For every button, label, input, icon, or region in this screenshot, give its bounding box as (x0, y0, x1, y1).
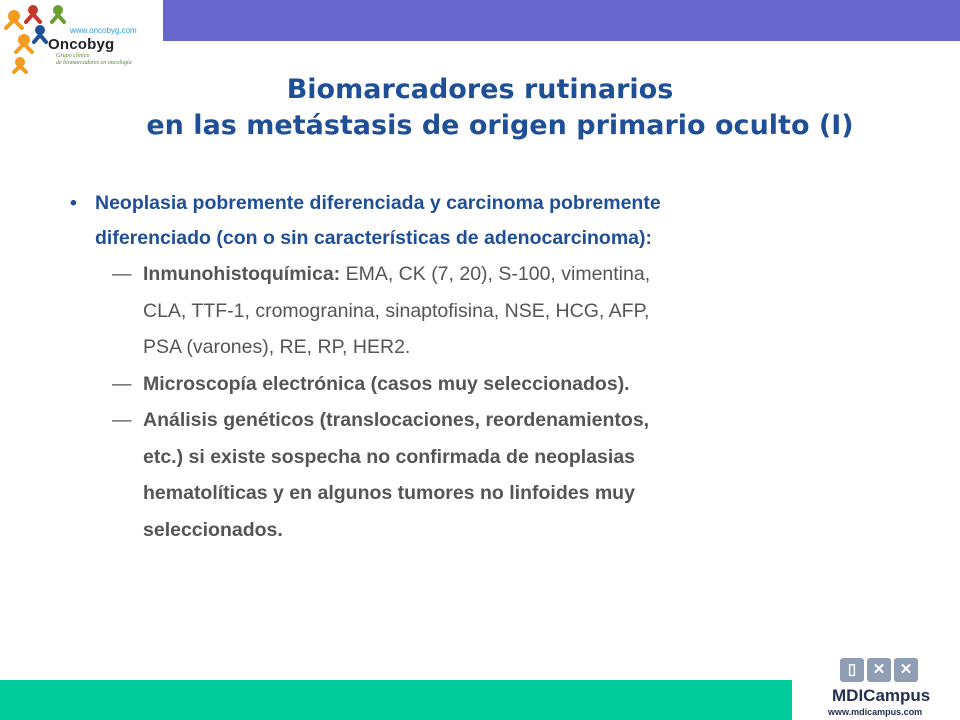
logo-subtitle-line2: de biomarcadores en oncología (56, 60, 132, 66)
footer-bar (0, 680, 792, 720)
ihq-line2: CLA, TTF-1, cromogranina, sinaptofisina, NSE, HCG, AFP, (143, 299, 650, 322)
bullet-marker: • (70, 192, 77, 214)
sub-item-ihq (70, 256, 890, 366)
mdicampus-name: MDICampus (832, 686, 931, 705)
logo-url: www.oncobyg.com (70, 26, 137, 35)
dash-marker: — (112, 372, 132, 395)
main-bullet (70, 186, 890, 256)
slide-title (0, 72, 960, 144)
ihq-line3: PSA (varones), RE, RP, HER2. (143, 336, 411, 358)
genetics-line3: hematolíticas y en algunos tumores no linfoides muy (143, 482, 635, 504)
sub-item-microscopy (70, 366, 890, 403)
mdicampus-logo (826, 658, 956, 718)
genetics-line1: Análisis genéticos (translocaciones, reordenamientos, (143, 409, 650, 431)
title-line2: en las metástasis de origen primario oculto (I) (146, 110, 854, 141)
slide-content (70, 186, 890, 548)
dna-icon: ✕ (894, 658, 918, 682)
genetics-line4: seleccionados. (143, 518, 283, 541)
microscopy-label: Microscopía electrónica (casos muy seleccionados). (143, 372, 630, 395)
mdicampus-icons (840, 658, 918, 682)
sub-item-genetics (70, 402, 890, 548)
logo-name: Oncobyg (48, 36, 115, 53)
oncobyg-logo (0, 0, 160, 75)
capsule-icon: ▯ (840, 658, 864, 682)
mdicampus-url: www.mdicampus.com (828, 707, 923, 717)
header-bar (163, 0, 960, 41)
dash-marker: — (112, 409, 132, 431)
ihq-label: Inmunohistoquímica: (143, 263, 341, 285)
title-line1: Biomarcadores rutinarios (286, 74, 674, 105)
microscope-icon: ✕ (867, 658, 891, 682)
bullet-line2: diferenciado (con o sin características de adenocarcinoma): (95, 227, 653, 249)
genetics-line2: etc.) si existe sospecha no confirmada de neoplasias (143, 445, 636, 468)
ihq-line1: EMA, CK (7, 20), S-100, vimentina, (340, 263, 651, 285)
dash-marker: — (112, 263, 132, 285)
bullet-line1: Neoplasia pobremente diferenciada y carcinoma pobremente (95, 192, 661, 214)
logo-subtitle-line1: Grupo clínico (56, 53, 90, 59)
